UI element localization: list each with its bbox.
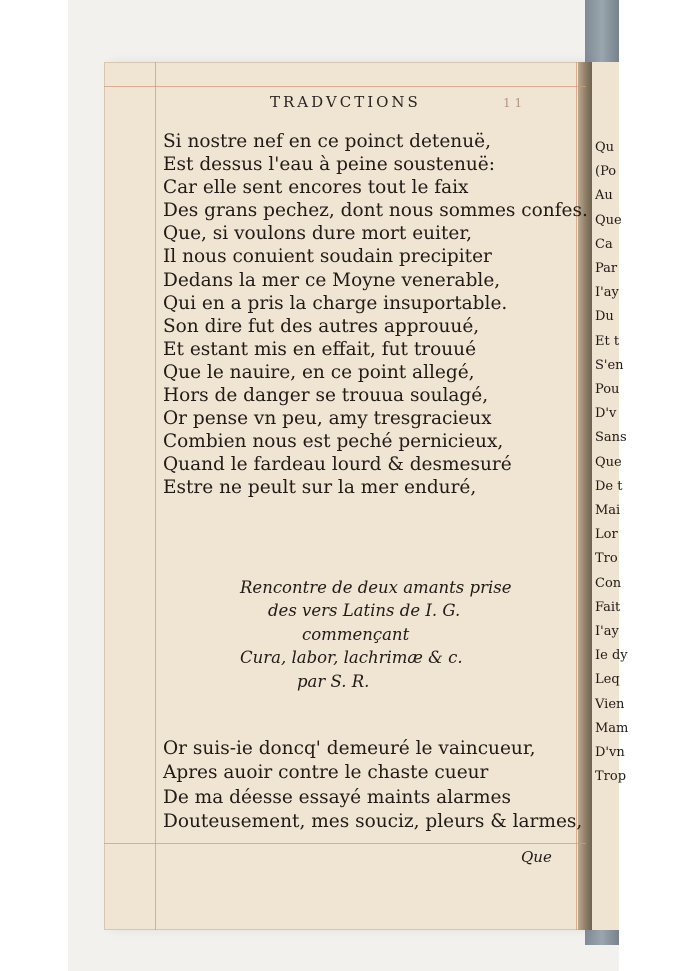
facing-page-fragment: Vien: [595, 696, 625, 712]
facing-page-fragment: S'en: [595, 357, 624, 373]
verse-line: Hors de danger se trouua soulagé,: [163, 385, 489, 407]
verse-line: Apres auoir contre le chaste cueur: [163, 762, 489, 784]
verse-line: Estre ne peult sur la mer enduré,: [163, 477, 477, 499]
facing-page-fragment: Con: [595, 575, 622, 591]
verse-line: Dedans la mer ce Moyne venerable,: [163, 269, 501, 291]
verse-line: Des grans pechez, dont nous sommes confes.: [163, 200, 588, 222]
facing-page-fragment: Qu: [595, 140, 615, 155]
facing-page-fragment: Pou: [595, 382, 620, 397]
verse-line: Or pense vn peu, amy tresgracieux: [163, 408, 492, 430]
verse-line: Que, si voulons dure mort euiter,: [163, 223, 473, 245]
facing-page-fragment: Et t: [595, 333, 620, 349]
verse-line: Et estant mis en effait, fut trouué: [163, 338, 477, 360]
facing-page-fragment: Tro: [595, 551, 618, 567]
catchword: Que: [521, 848, 552, 866]
verse-line: Il nous conuient soudain precipiter: [163, 246, 492, 268]
facing-page-fragment: Mai: [595, 503, 621, 518]
facing-page-fragment: D'vn: [595, 745, 625, 760]
facing-page-fragment: Au: [595, 188, 613, 204]
verse-line: Car elle sent encores tout le faix: [163, 177, 469, 199]
facing-page-fragment: Par: [595, 261, 618, 276]
ruled-line-top: [104, 86, 586, 87]
verse-line: Est dessus l'eau à peine soustenuë:: [163, 154, 495, 176]
facing-page-fragment: Leq: [595, 672, 620, 688]
poem-title-line: par S. R.: [297, 671, 370, 691]
facing-page-fragment: D'v: [595, 406, 617, 422]
verse-line: Or suis-ie doncq' demeuré le vaincueur,: [163, 738, 536, 759]
facing-page-fragment: Ie dy: [595, 648, 628, 664]
running-head: TRADVCTIONS: [270, 93, 421, 111]
verse-line: Si nostre nef en ce poinct detenuë,: [163, 131, 491, 152]
verse-line: Que le nauire, en ce point allegé,: [163, 361, 475, 383]
facing-page-fragment: Sans: [595, 430, 627, 446]
facing-page-fragment: Que: [595, 454, 622, 470]
book-spine-top: [585, 0, 619, 70]
poem-title-block: [240, 576, 550, 693]
facing-page-edge: [592, 62, 629, 930]
verse-line: Douteusement, mes souciz, pleurs & larmes,: [163, 810, 583, 832]
verse-line: Qui en a pris la charge insuportable.: [163, 292, 508, 314]
poem-title-line: des vers Latins de I. G.: [268, 601, 461, 621]
poem-title-line: Rencontre de deux amants prise: [240, 578, 512, 597]
facing-page-fragment: Fait: [595, 599, 621, 615]
facing-page-fragment: Mam: [595, 720, 629, 736]
facing-page-fragment: I'ay: [595, 624, 619, 639]
facing-page-fragment: Lor: [595, 527, 618, 543]
poem-title-line: commençant: [302, 624, 410, 644]
facing-page-fragment: I'ay: [595, 285, 619, 301]
facing-page-fragment: Que: [595, 212, 622, 228]
facing-page-fragment: Du: [595, 309, 614, 325]
facing-page-fragment: (Po: [595, 164, 617, 180]
head-mark: 1 1: [503, 96, 523, 110]
facing-page-fragment: De t: [595, 478, 623, 494]
poem-title-line: Cura, labor, lachrimæ & c.: [240, 648, 463, 668]
verse-line: Quand le fardeau lourd & desmesuré: [163, 454, 512, 476]
verse-block: [163, 130, 588, 500]
verse-block-2: [163, 737, 582, 834]
ruled-line-left: [155, 62, 156, 930]
ruled-line-bottom: [104, 843, 586, 844]
facing-page-fragment: Trop: [595, 769, 627, 785]
verse-line: Son dire fut des autres approuué,: [163, 315, 480, 337]
verse-line: Combien nous est peché pernicieux,: [163, 431, 504, 453]
facing-page-fragment: Ca: [595, 236, 613, 252]
verse-line: De ma déesse essayé maints alarmes: [163, 786, 511, 808]
